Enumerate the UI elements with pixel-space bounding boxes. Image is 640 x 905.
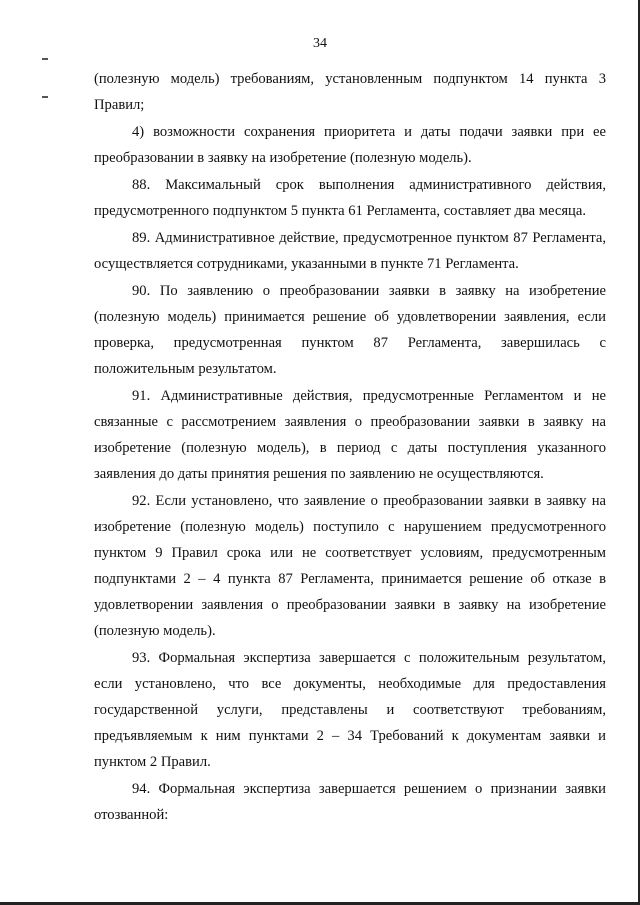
paragraph: 90. По заявлению о преобразовании заявки в заявку на изобретение (полезную модель) принимается решение об удовлетворении заявления, если проверка, предусмотренная пунктом 87 Регламента, завершилась с положительным результатом.: [94, 283, 606, 377]
document-body: [94, 66, 606, 829]
paragraph: 93. Формальная экспертиза завершается с положительным результатом, если установлено, что все документы, необходимые для предоставления государственной услуги, представлены и соответствуют требованиям, предъявляемым к ним пунктами 2 – 34 Требований к документам заявки и пунктом 2 Правил.: [94, 650, 606, 770]
scan-artifact: [42, 96, 48, 98]
paragraph: 91. Административные действия, предусмотренные Регламентом и не связанные с рассмотрением заявления о преобразовании заявки в заявку на изобретение (полезную модель), в период с даты поступления указанного заявления до даты принятия решения по заявлению не осуществляются.: [94, 388, 606, 482]
paragraph: 89. Административное действие, предусмотренное пунктом 87 Регламента, осуществляется сотрудниками, указанными в пункте 71 Регламента.: [94, 230, 606, 272]
paragraph: 92. Если установлено, что заявление о преобразовании заявки в заявку на изобретение (полезную модель) поступило с нарушением предусмотренного пунктом 9 Правил срока или не соответствует условиям, предусмотренным подпунктами 2 – 4 пункта 87 Регламента, принимается решение об отказе в удовлетворении заявления о преобразовании заявки в заявку на изобретение (полезную модель).: [94, 493, 606, 639]
paragraph: 94. Формальная экспертиза завершается решением о признании заявки отозванной:: [94, 781, 606, 823]
paragraph: 4) возможности сохранения приоритета и даты подачи заявки при ее преобразовании в заявку на изобретение (полезную модель).: [94, 124, 606, 166]
paragraph: 88. Максимальный срок выполнения административного действия, предусмотренного подпунктом 5 пункта 61 Регламента, составляет два месяца.: [94, 177, 606, 219]
scan-artifact: [42, 58, 48, 60]
paragraph: (полезную модель) требованиям, установленным подпунктом 14 пункта 3 Правил;: [94, 71, 606, 113]
page-number: 34: [313, 36, 327, 51]
